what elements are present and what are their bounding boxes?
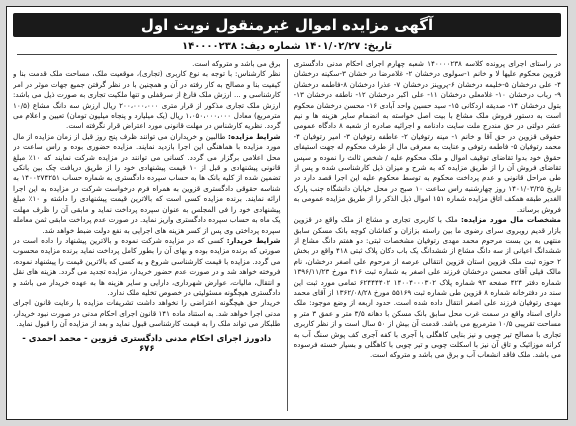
buyer-conditions-paragraph [13,236,281,298]
final-terms-paragraph: خریدار حق هیچگونه اعتراضی را نخواهد داشت تشریفات مزایده با رعایت قانون اجرای مدنی اجرا خواهد شد. به استناد ماده ۱۴۱ قانون اجرای احکام مدنی در صورت نبود خریدار، طلبکار می تواند ملک را به قیمت کارشناسی قبول نماید و بعد از مزایده آن را قبول نماید. [13,298,281,329]
buyer-conditions-text: کسی که در مزایده شرکت نموده و بالاترین پیشنهاد را داده است در صورتی که برنده مزایده بوده و بهای آن را بطور کامل پرداخت نماید برنده مزایده محسوب می گردد. مزایده با قیمت کارشناسی شروع و به کسی که بالاترین قیمت را پیشنهاد نموده، فروخته خواهد شد و در صورت عدم حضور خریدار، مزایده تجدید می گردد. هزینه های نقل و انتقال، مالیات، عوارض شهرداری، دارایی و سایر هزینه ها به عهده خریدار می باشد و دادگستری هیچگونه مسئولیتی در خصوص تخلیه ملک ندارد. [13,235,281,297]
expert-opinion-paragraph: نظر کارشناس: با توجه به نوع کاربری (تجاری)، موقعیت ملک، مساحت ملک قدمت بنا و کیفیت بنا و مصالح به کار رفته در آن و همچنین با در نظر گرفتن جمیع جهات موثر در امر کارشناسی و ... ارزش ملک فارغ از سرقفلی و تنها ملکیت تجاری به صورت ذیل می باشد: ارزش ملک تجاری مذکور از قرار متری ۲۰۰،۰۰۰،۰۰۰ ریال ارزش سه دانگ مشاع (۱۰/۵ مترمربع) معادل ۱،۰۵۰،۰۰۰،۰۰۰ ریال (یک میلیارد و پنجاه میلیون تومان) تعیین و اعلام می گردد. نظریه کارشناس در مهلت قانونی مورد اعتراض قرار نگرفته است. [13,69,281,131]
property-spec-text: ملک با کاربری تجاری و مشاع از ملک واقع در قزوین بازار قدیم روبروی سرای رضوی ما بین راسته بزازان و کفاشان کوچه بانک مسکن سابق منتهی به بن بست مرحوم محمد مهدی رتوفیان مشخصات ثبتی: دو هفتم دانگ مشاع از ششدانگ اعیانی از سه دانگ مشاع از ششدانگ یک باب دکان پلاک ثبتی ۴۱۸ واقع در بخش ۲ حوزه ثبت ملک قزوین استان قزوین انتقالی عرصه از مرحوم علی اصغر درخشان، نام مالک فیلی آقای محسن درخشان فرزند علی اصغر به شماره ثبت ۴۱۶ مورخ ۱۳۹۶/۱۱/۲۳ شماره دفتر ۴۲۴ صفحه ۹۳ شماره پلاک ۱۴۰۰۴۰۰۰۳۰۲ ۶۲۴۴۴۴۰۲ تمامی مورد ثبت این سند در دفترخانه شماره ۸ قزوین طی شماره ثبت ۵۵۱۶۹ مورخ ۱۳۶۲/۰۸/۲۸ از آقای محمد مهدی رتوفیان فرزند علی اصغر انتقال داده شده است. حدود اربعه از وضع موجود: ملک دارای اسناد واقع در سمت غرب محل سابق بانک مسکن با دهانه ۳/۵ متر و عمق ۳ متر و مساحت تقریبی ۱۰/۵ مترمربع می باشد. قدمت آن بیش از ۵۰ سال است و از نظر کاربری تجاری با مصالح تیر چوبی و نیز بنایی کاهگلی یا آجری با کفه آجری کف پوش سنگ آب به کرانه موزائیک و تاق آن نیز با اسکلت چوبی و تیر چوبی با کاهگلی و بسیار خسته فرسوده می باشد. ملک فاقد انشعاب آب و برق می باشد و متروکه است. [293,215,561,360]
left-column-paragraph-1: برق می باشد و متروکه است. [192,59,281,68]
auction-conditions-paragraph [13,132,281,236]
right-column-paragraph-2 [294,215,562,361]
notice-title: آگهی مزایده اموال غیرمنقول نوبت اول [13,13,561,37]
column-divider [287,59,288,411]
buyer-conditions-label: شرایط خریدار: [226,235,281,245]
right-column-paragraph-1: در راستای اجرای پرونده کلاسه ۱۴۰۰۰۰۲۳۸ شعبه چهارم اجرای احکام مدنی دادگستری قزوین محکوم علیها لا و خانم ۱-سولوی درخشان ۲- غلامرضا در خشان ۳-سکینه درخشان ۴- علی درخشان ۵-خلیمه درخشان ۶-پروینز درخشان ۷- عذرا درخشان ۸-فاطمه درخشان ۹- رباب درخشان ۱۰- غلامعلی درخشان ۱۱- علی اکبر درخشان ۱۲- ناطقه درخشان ۱۳- بتول درخشان ۱۴- صدیقه اردکانی ۱۵- سید حسین واحد آبادی ۱۶- محسن درخشان محکوم است به دستور فروش ملک مشاع با بیت اصل خواسته به انضمام سایر هزینه ها و نیم عشر دولتی در حق مندرج ملت سایت دادنامه و اجرائیه صادره از شعبه ۸ دادگاه عمومی حقوقی قزوین در حق آقا و خانم ۱- مینه رتوفیان ۲- عاطفه رتوفیان ۳- امیر رتوفیان ۴- محمد رتوفیان ۵- فاطمه رتوفی و عنایت به معرفی مال از طرف محکوم له جهت استیفای حقوق خود بدوا تقاضای توقیف اموال و ملک محکوم علیه / شخص ثالث را نموده و سپس تقاضای فروش آن را از طریق مزایده که به شرح و میزان ذیل کارشناسی شده و پس از طی مراحل قانونی و عدم پرداخت محکوم به توسط محکوم علیه این اجرا قصد دارد در تاریخ ۱۴۰۱/۰۳/۲۵ روز چهارشنبه راس ساعت ۱۰ صبح در محل خیابان دانشگاه جنب پارک الغدیر طبقه همکف اتاق مزایده شماره ۱۵۱ اموال ذیل الذکر را از طریق مزایده عمومی به فروش برساند. [293,59,561,214]
auction-conditions-label: شرایط مزایده: [227,131,281,141]
notice-date-line: تاریخ: ۱۴۰۱/۰۲/۲۷ شماره دیف: ۱۴۰۰۰۰۲۳۸ [17,41,557,55]
signature-line: دادورز اجرای احکام مدنی دادگستری قزوین - محمد احمدی - ۶۷۶ [22,333,272,354]
auction-conditions-text: طالبین و خریداران می توانند ظرف پنج روز قبل از زمان مزایده از مال مورد مزایده با هماهنگی این اجرا بازدید نمایند. مزایده حضوری بوده و راس ساعت در محل اعلامی برگزار می گردد. کسانی می توانند در مزایده شرکت نمایند که ۱۰٪ مبلغ قانونی پیشنهادی و قبل از ۱۰ قیمت پیشنهادی خود را از طریق دریافت چک بین بانکی تضمین شده از کلیه بانک ها به حساب سپرده دادگستری به شماره حساب ۱۴۰۰۲۷۴۲۵۱ به شناسه حقوقی دادگستری قزوین به همراه فرم درخواست شرکت در مزایده به این اجرا ارائه نمایند. برنده مزایده کسی است که بالاترین قیمت پیشنهادی را داشته و ۱۰٪ مبلغ پیشنهادی خود را فی المجلس به عنوان سپرده پرداخت نماید و مابقی آن را ظرف مهلت یک ماه به حساب سپرده دادگستری واریز نماید. در صورت عدم پرداخت مابقی ثمن معامله سپرده پرداختی وی پس از کسر هزینه های اجرایی به نفع دولت ضبط خواهد شد. [13,131,281,235]
notice-body [7,57,567,411]
property-spec-label: مشخصات مال مورد مزایده: [461,215,561,225]
right-column [294,59,562,411]
auction-notice [6,6,568,420]
left-column [13,59,281,411]
